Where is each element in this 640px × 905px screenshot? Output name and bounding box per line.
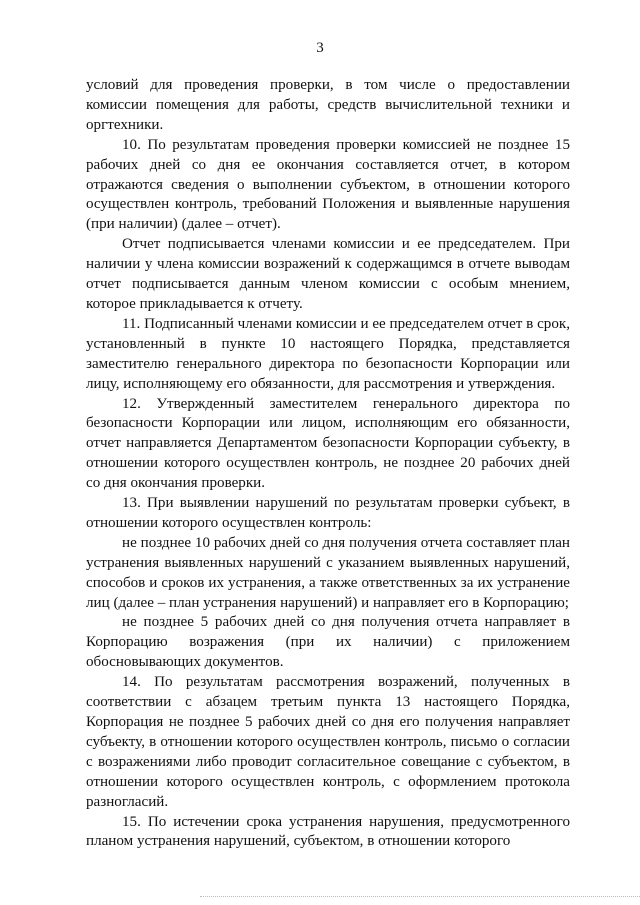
paragraph-14: 14. По результатам рассмотрения возражений, полученных в соответствии с абзацем третьим пункта 13 настоящего Порядка, Корпорация не позднее 5 рабочих дней со дня его получения направляет субъекту, в отношении которого осуществлен контроль, письмо о согласии с возражениями либо проводит согласительное совещание с субъектом, в отношении которого осуществлен контроль, с оформлением протокола разногласий. [86,674,570,810]
paragraph-13: 13. При выявлении нарушений по результатам проверки субъект, в отношении которого осуществлен контроль: [86,495,570,531]
paragraph-continuation: условий для проведения проверки, в том числе о предоставлении комиссии помещения для работы, средств вычислительной техники и оргтехники. [86,77,570,133]
paragraph-13-item-a: не позднее 10 рабочих дней со дня получения отчета составляет план устранения выявленных нарушений с указанием выявленных нарушений, способов и сроков их устранения, а также ответственных за их устранение лиц (далее – план устранения нарушений) и направляет его в Корпорацию; [86,534,570,611]
paragraph-15: 15. По истечении срока устранения нарушения, предусмотренного планом устранения нарушений, субъектом, в отношении которого [86,813,570,850]
paragraph-12: 12. Утвержденный заместителем генерального директора по безопасности Корпорации или лицом, исполняющим его обязанности, отчет направляется Департаментом безопасности Корпорации субъекту, в отношении которого осуществлен контроль, не позднее 20 рабочих дней со дня окончания проверки. [86,395,570,492]
body-text [86,76,570,852]
page-number: 3 [316,40,324,56]
paragraph-11: 11. Подписанный членами комиссии и ее председателем отчет в срок, установленный в пункте 10 настоящего Порядка, представляется заместителю генерального директора по безопасности Корпорации или лицу, исполняющему его обязанности, для рассмотрения и утверждения. [86,315,570,392]
scan-edge-artifact [200,896,640,898]
paragraph-10-report-signing: Отчет подписывается членами комиссии и ее председателем. При наличии у члена комиссии возражений к содержащимся в отчете выводам отчет подписывается данным членом комиссии с особым мнением, которое прикладывается к отчету. [86,236,570,312]
paragraph-10: 10. По результатам проведения проверки комиссией не позднее 15 рабочих дней со дня ее окончания составляется отчет, в котором отражаются сведения о выполнении субъектом, в отношении которого осуществлен контроль, требований Положения и выявленные нарушения (при наличии) (далее – отчет). [86,136,570,233]
paragraph-13-item-b: не позднее 5 рабочих дней со дня получения отчета направляет в Корпорацию возражения (при их наличии) с приложением обосновывающих документов. [86,614,570,671]
